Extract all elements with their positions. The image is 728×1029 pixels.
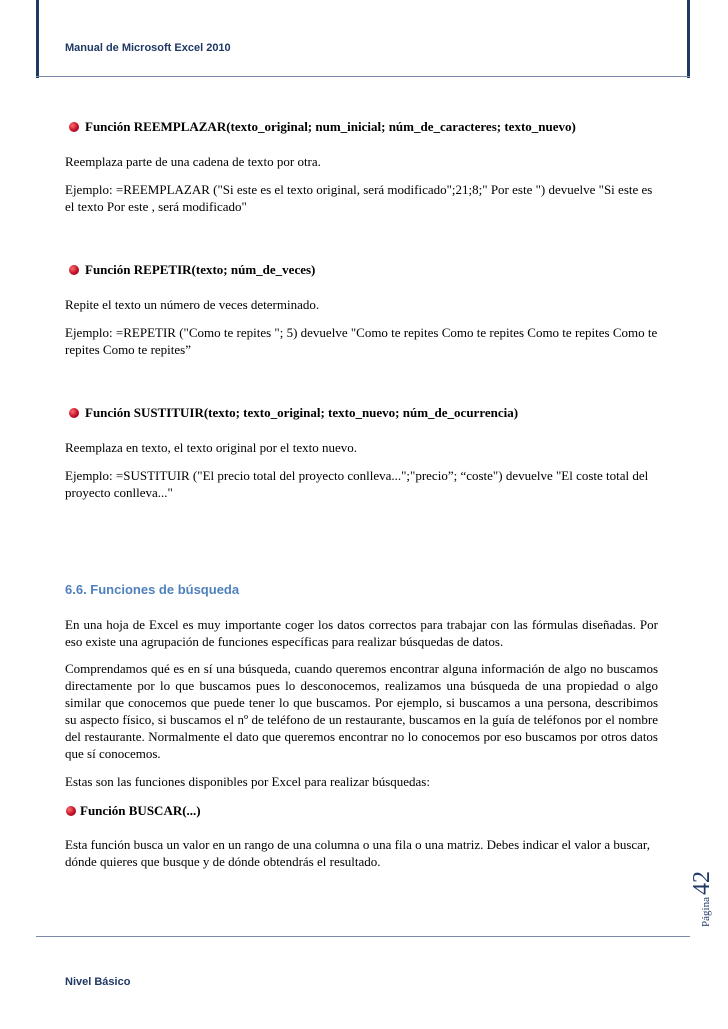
section-title: 6.6. Funciones de búsqueda bbox=[65, 582, 240, 597]
section-paragraph: En una hoja de Excel es muy importante coger los datos correctos para trabajar con las fórmulas diseñadas. Por eso existe una agrupación de funciones específicas para realizar búsquedas de datos. bbox=[65, 617, 658, 649]
function-heading-sustituir bbox=[65, 404, 658, 422]
function-heading-reemplazar bbox=[65, 118, 658, 136]
function-example: Ejemplo: =REEMPLAZAR ("Si este es el texto original, será modificado";21;8;" Por este ") devuelve "Si este es el texto Por este , será modificado" bbox=[65, 182, 653, 214]
header-right-bar bbox=[687, 0, 690, 78]
function-heading-text: Función REPETIR(texto; núm_de_veces) bbox=[85, 262, 316, 277]
page-label: Página bbox=[700, 897, 712, 927]
function-description: Reemplaza parte de una cadena de texto por otra. bbox=[65, 154, 321, 169]
header-rule bbox=[36, 76, 690, 77]
page-number bbox=[690, 860, 716, 940]
function-description: Reemplaza en texto, el texto original por el texto nuevo. bbox=[65, 440, 358, 455]
bullet-icon bbox=[66, 806, 76, 816]
function-heading-text: Función REEMPLAZAR(texto_original; num_inicial; núm_de_caracteres; texto_nuevo) bbox=[85, 119, 576, 134]
footer-rule bbox=[36, 936, 690, 937]
function-heading-text: Función SUSTITUIR(texto; texto_original; texto_nuevo; núm_de_ocurrencia) bbox=[85, 405, 519, 420]
page-content bbox=[65, 118, 658, 870]
header-left-bar bbox=[36, 0, 39, 78]
page-number-value: 42 bbox=[689, 871, 715, 896]
page-header-title: Manual de Microsoft Excel 2010 bbox=[65, 42, 231, 54]
function-example: Ejemplo: =SUSTITUIR ("El precio total del proyecto conlleva...";"precio”; “coste") devuelve "El coste total del proyecto conlleva..." bbox=[65, 468, 649, 500]
function-heading-text: Función BUSCAR(...) bbox=[80, 803, 201, 818]
section-paragraph: Comprendamos qué es en sí una búsqueda, cuando queremos encontrar alguna información de algo no buscamos directamente por lo que buscamos pues lo desconocemos, realizamos una búsqueda de una propiedad o algo similar que conocemos que puede tener lo que buscamos. Por ejemplo, si buscamos a una persona, describimos su aspecto físico, si buscamos el nº de teléfono de un restaurante, buscamos en la guía de teléfonos por el nombre del restaurante. Normalmente el dato que queremos encontrar no lo conocemos por eso buscamos por otros datos que sí conocemos. bbox=[65, 661, 658, 761]
bullet-icon bbox=[69, 265, 79, 275]
function-heading-buscar bbox=[65, 802, 658, 820]
section-paragraph: Estas son las funciones disponibles por Excel para realizar búsquedas: bbox=[65, 774, 430, 789]
function-description: Esta función busca un valor en un rango de una columna o una fila o una matriz. Debes indicar el valor a buscar, dónde quieres que busque y de dónde obtendrás el resultado. bbox=[65, 837, 650, 869]
page-footer: Nivel Básico bbox=[65, 976, 131, 988]
function-example: Ejemplo: =REPETIR ("Como te repites "; 5) devuelve "Como te repites Como te repites Como te repites Como te repites Como te repites” bbox=[65, 325, 658, 357]
function-description: Repite el texto un número de veces determinado. bbox=[65, 297, 320, 312]
bullet-icon bbox=[69, 122, 79, 132]
bullet-icon bbox=[69, 408, 79, 418]
function-heading-repetir bbox=[65, 261, 658, 279]
